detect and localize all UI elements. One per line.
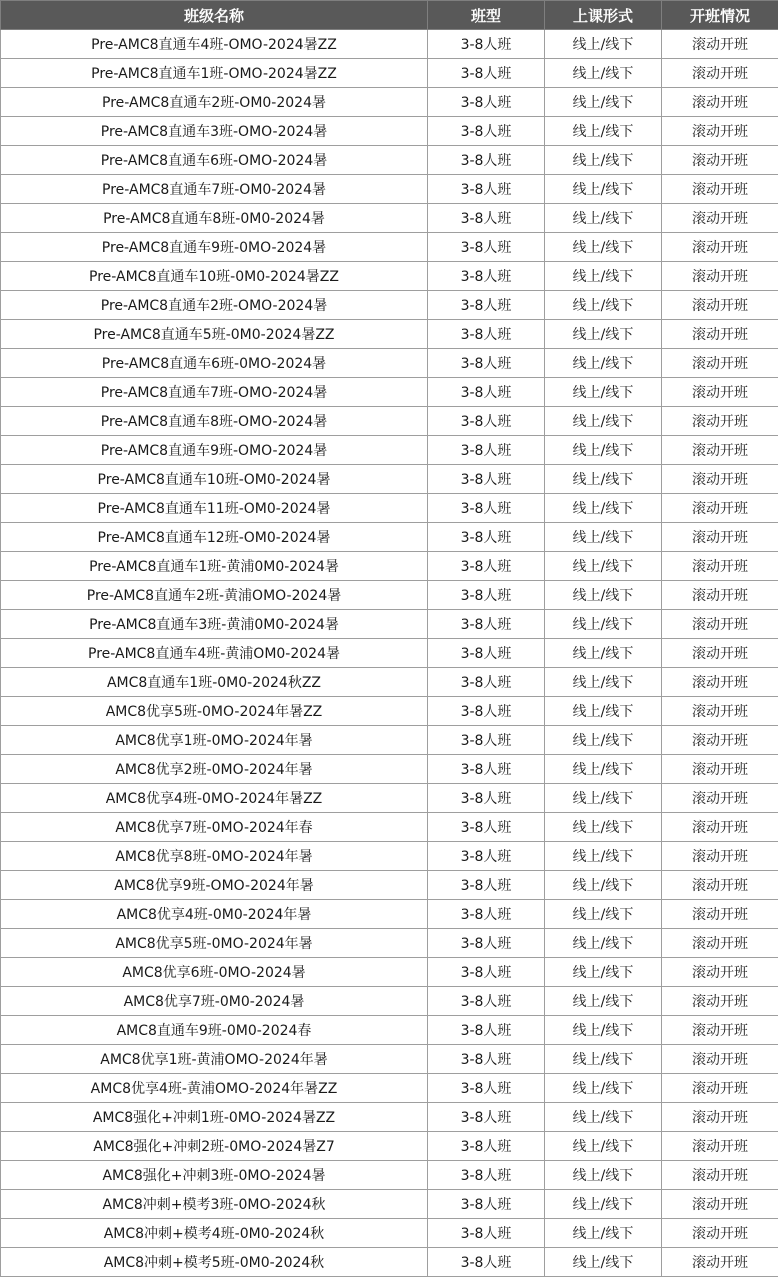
cell-class-name: AMC8优享4班-0M0-2024年暑 <box>1 900 428 929</box>
table-row <box>1 378 778 407</box>
cell-class-type: 3-8人班 <box>428 755 545 784</box>
cell-class-mode: 线上/线下 <box>545 581 662 610</box>
cell-class-type: 3-8人班 <box>428 30 545 59</box>
cell-class-type: 3-8人班 <box>428 1103 545 1132</box>
table-row <box>1 320 778 349</box>
cell-class-status: 滚动开班 <box>662 1190 778 1219</box>
cell-class-name: AMC8强化+冲刺3班-0MO-2024暑 <box>1 1161 428 1190</box>
cell-class-status: 滚动开班 <box>662 958 778 987</box>
table-row <box>1 146 778 175</box>
cell-class-name: AMC8优享8班-0MO-2024年暑 <box>1 842 428 871</box>
cell-class-mode: 线上/线下 <box>545 639 662 668</box>
cell-class-status: 滚动开班 <box>662 1219 778 1248</box>
cell-class-name: AMC8优享1班-0MO-2024年暑 <box>1 726 428 755</box>
cell-class-mode: 线上/线下 <box>545 1161 662 1190</box>
cell-class-mode: 线上/线下 <box>545 320 662 349</box>
cell-class-type: 3-8人班 <box>428 668 545 697</box>
cell-class-mode: 线上/线下 <box>545 494 662 523</box>
table-row <box>1 668 778 697</box>
cell-class-type: 3-8人班 <box>428 1161 545 1190</box>
cell-class-mode: 线上/线下 <box>545 30 662 59</box>
cell-class-mode: 线上/线下 <box>545 88 662 117</box>
table-row <box>1 349 778 378</box>
table-row <box>1 697 778 726</box>
cell-class-mode: 线上/线下 <box>545 291 662 320</box>
cell-class-status: 滚动开班 <box>662 581 778 610</box>
cell-class-status: 滚动开班 <box>662 929 778 958</box>
cell-class-status: 滚动开班 <box>662 320 778 349</box>
cell-class-name: AMC8优享2班-0MO-2024年暑 <box>1 755 428 784</box>
cell-class-name: Pre-AMC8直通车7班-OMO-2024暑 <box>1 378 428 407</box>
cell-class-status: 滚动开班 <box>662 842 778 871</box>
cell-class-status: 滚动开班 <box>662 1016 778 1045</box>
cell-class-mode: 线上/线下 <box>545 262 662 291</box>
cell-class-status: 滚动开班 <box>662 1074 778 1103</box>
cell-class-mode: 线上/线下 <box>545 813 662 842</box>
cell-class-mode: 线上/线下 <box>545 871 662 900</box>
table-row <box>1 233 778 262</box>
cell-class-type: 3-8人班 <box>428 552 545 581</box>
table-row <box>1 842 778 871</box>
cell-class-type: 3-8人班 <box>428 523 545 552</box>
cell-class-status: 滚动开班 <box>662 726 778 755</box>
cell-class-mode: 线上/线下 <box>545 987 662 1016</box>
cell-class-status: 滚动开班 <box>662 900 778 929</box>
cell-class-mode: 线上/线下 <box>545 523 662 552</box>
table-row <box>1 117 778 146</box>
table-row <box>1 204 778 233</box>
cell-class-status: 滚动开班 <box>662 436 778 465</box>
cell-class-type: 3-8人班 <box>428 842 545 871</box>
cell-class-name: Pre-AMC8直通车10班-OM0-2024暑 <box>1 465 428 494</box>
cell-class-name: AMC8优享1班-黄浦OMO-2024年暑 <box>1 1045 428 1074</box>
cell-class-status: 滚动开班 <box>662 1103 778 1132</box>
cell-class-type: 3-8人班 <box>428 1074 545 1103</box>
table-row <box>1 871 778 900</box>
cell-class-mode: 线上/线下 <box>545 378 662 407</box>
table-row <box>1 900 778 929</box>
cell-class-type: 3-8人班 <box>428 378 545 407</box>
cell-class-mode: 线上/线下 <box>545 1016 662 1045</box>
cell-class-status: 滚动开班 <box>662 117 778 146</box>
cell-class-type: 3-8人班 <box>428 929 545 958</box>
cell-class-type: 3-8人班 <box>428 813 545 842</box>
cell-class-status: 滚动开班 <box>662 88 778 117</box>
cell-class-mode: 线上/线下 <box>545 958 662 987</box>
cell-class-name: AMC8优享5班-0MO-2024年暑ZZ <box>1 697 428 726</box>
cell-class-type: 3-8人班 <box>428 1190 545 1219</box>
cell-class-status: 滚动开班 <box>662 639 778 668</box>
header-row <box>1 1 778 30</box>
cell-class-name: AMC8优享7班-0M0-2024暑 <box>1 987 428 1016</box>
cell-class-type: 3-8人班 <box>428 900 545 929</box>
cell-class-name: Pre-AMC8直通车7班-OM0-2024暑 <box>1 175 428 204</box>
cell-class-name: Pre-AMC8直通车3班-OMO-2024暑 <box>1 117 428 146</box>
cell-class-status: 滚动开班 <box>662 784 778 813</box>
cell-class-mode: 线上/线下 <box>545 552 662 581</box>
table-header <box>1 1 778 30</box>
cell-class-type: 3-8人班 <box>428 1016 545 1045</box>
cell-class-name: Pre-AMC8直通车1班-OMO-2024暑ZZ <box>1 59 428 88</box>
cell-class-name: Pre-AMC8直通车12班-OM0-2024暑 <box>1 523 428 552</box>
table-row <box>1 1161 778 1190</box>
table-row <box>1 494 778 523</box>
cell-class-name: Pre-AMC8直通车10班-0M0-2024暑ZZ <box>1 262 428 291</box>
cell-class-mode: 线上/线下 <box>545 900 662 929</box>
cell-class-status: 滚动开班 <box>662 349 778 378</box>
cell-class-mode: 线上/线下 <box>545 784 662 813</box>
cell-class-type: 3-8人班 <box>428 1045 545 1074</box>
cell-class-name: Pre-AMC8直通车1班-黄浦0M0-2024暑 <box>1 552 428 581</box>
cell-class-name: AMC8冲刺+模考3班-0MO-2024秋 <box>1 1190 428 1219</box>
cell-class-mode: 线上/线下 <box>545 59 662 88</box>
header-class-mode: 上课形式 <box>545 1 662 30</box>
cell-class-mode: 线上/线下 <box>545 755 662 784</box>
cell-class-type: 3-8人班 <box>428 784 545 813</box>
cell-class-mode: 线上/线下 <box>545 842 662 871</box>
cell-class-status: 滚动开班 <box>662 465 778 494</box>
cell-class-type: 3-8人班 <box>428 697 545 726</box>
table-row <box>1 726 778 755</box>
cell-class-mode: 线上/线下 <box>545 929 662 958</box>
cell-class-type: 3-8人班 <box>428 581 545 610</box>
cell-class-status: 滚动开班 <box>662 291 778 320</box>
cell-class-type: 3-8人班 <box>428 291 545 320</box>
table-row <box>1 88 778 117</box>
cell-class-type: 3-8人班 <box>428 320 545 349</box>
table-row <box>1 813 778 842</box>
cell-class-name: AMC8冲刺+模考4班-0M0-2024秋 <box>1 1219 428 1248</box>
cell-class-mode: 线上/线下 <box>545 1219 662 1248</box>
table-row <box>1 262 778 291</box>
cell-class-mode: 线上/线下 <box>545 1132 662 1161</box>
cell-class-name: Pre-AMC8直通车5班-0M0-2024暑ZZ <box>1 320 428 349</box>
table-row <box>1 1103 778 1132</box>
header-class-name: 班级名称 <box>1 1 428 30</box>
cell-class-type: 3-8人班 <box>428 204 545 233</box>
cell-class-status: 滚动开班 <box>662 204 778 233</box>
cell-class-type: 3-8人班 <box>428 465 545 494</box>
cell-class-name: AMC8优享6班-0MO-2024暑 <box>1 958 428 987</box>
cell-class-type: 3-8人班 <box>428 871 545 900</box>
table-row <box>1 755 778 784</box>
cell-class-name: Pre-AMC8直通车8班-OMO-2024暑 <box>1 407 428 436</box>
cell-class-type: 3-8人班 <box>428 349 545 378</box>
cell-class-mode: 线上/线下 <box>545 1045 662 1074</box>
table-row <box>1 1074 778 1103</box>
cell-class-name: AMC8优享7班-0MO-2024年春 <box>1 813 428 842</box>
table-row <box>1 1132 778 1161</box>
cell-class-status: 滚动开班 <box>662 378 778 407</box>
table-body <box>1 30 778 1277</box>
cell-class-name: Pre-AMC8直通车9班-0MO-2024暑 <box>1 233 428 262</box>
cell-class-name: Pre-AMC8直通车9班-OMO-2024暑 <box>1 436 428 465</box>
cell-class-status: 滚动开班 <box>662 523 778 552</box>
table-row <box>1 175 778 204</box>
cell-class-status: 滚动开班 <box>662 1161 778 1190</box>
cell-class-status: 滚动开班 <box>662 813 778 842</box>
cell-class-name: Pre-AMC8直通车8班-0M0-2024暑 <box>1 204 428 233</box>
cell-class-mode: 线上/线下 <box>545 146 662 175</box>
table-row <box>1 59 778 88</box>
cell-class-mode: 线上/线下 <box>545 1074 662 1103</box>
table-row <box>1 1016 778 1045</box>
cell-class-name: AMC8直通车1班-0M0-2024秋ZZ <box>1 668 428 697</box>
table-row <box>1 523 778 552</box>
cell-class-type: 3-8人班 <box>428 262 545 291</box>
cell-class-status: 滚动开班 <box>662 175 778 204</box>
table-row <box>1 30 778 59</box>
cell-class-type: 3-8人班 <box>428 958 545 987</box>
cell-class-status: 滚动开班 <box>662 755 778 784</box>
cell-class-mode: 线上/线下 <box>545 175 662 204</box>
cell-class-status: 滚动开班 <box>662 697 778 726</box>
table-row <box>1 1190 778 1219</box>
table-row <box>1 610 778 639</box>
cell-class-mode: 线上/线下 <box>545 1248 662 1277</box>
cell-class-status: 滚动开班 <box>662 552 778 581</box>
table-row <box>1 929 778 958</box>
cell-class-status: 滚动开班 <box>662 59 778 88</box>
cell-class-name: Pre-AMC8直通车11班-OM0-2024暑 <box>1 494 428 523</box>
cell-class-name: AMC8冲刺+模考5班-0M0-2024秋 <box>1 1248 428 1277</box>
cell-class-status: 滚动开班 <box>662 610 778 639</box>
header-class-status: 开班情况 <box>662 1 778 30</box>
table-row <box>1 958 778 987</box>
cell-class-status: 滚动开班 <box>662 1045 778 1074</box>
table-row <box>1 291 778 320</box>
cell-class-type: 3-8人班 <box>428 407 545 436</box>
cell-class-name: AMC8直通车9班-0M0-2024春 <box>1 1016 428 1045</box>
cell-class-mode: 线上/线下 <box>545 610 662 639</box>
table-row <box>1 465 778 494</box>
cell-class-type: 3-8人班 <box>428 88 545 117</box>
cell-class-name: Pre-AMC8直通车6班-0MO-2024暑 <box>1 349 428 378</box>
cell-class-mode: 线上/线下 <box>545 668 662 697</box>
cell-class-name: Pre-AMC8直通车6班-OMO-2024暑 <box>1 146 428 175</box>
cell-class-name: Pre-AMC8直通车4班-OMO-2024暑ZZ <box>1 30 428 59</box>
cell-class-type: 3-8人班 <box>428 639 545 668</box>
cell-class-type: 3-8人班 <box>428 726 545 755</box>
cell-class-mode: 线上/线下 <box>545 349 662 378</box>
cell-class-type: 3-8人班 <box>428 1132 545 1161</box>
cell-class-name: AMC8优享5班-0MO-2024年暑 <box>1 929 428 958</box>
cell-class-type: 3-8人班 <box>428 494 545 523</box>
cell-class-mode: 线上/线下 <box>545 465 662 494</box>
cell-class-status: 滚动开班 <box>662 1248 778 1277</box>
cell-class-status: 滚动开班 <box>662 987 778 1016</box>
cell-class-status: 滚动开班 <box>662 1132 778 1161</box>
table-row <box>1 784 778 813</box>
table-row <box>1 639 778 668</box>
cell-class-status: 滚动开班 <box>662 233 778 262</box>
cell-class-mode: 线上/线下 <box>545 233 662 262</box>
cell-class-name: Pre-AMC8直通车2班-黄浦OMO-2024暑 <box>1 581 428 610</box>
cell-class-status: 滚动开班 <box>662 146 778 175</box>
cell-class-status: 滚动开班 <box>662 668 778 697</box>
cell-class-mode: 线上/线下 <box>545 117 662 146</box>
cell-class-name: AMC8强化+冲刺2班-0MO-2024暑Z7 <box>1 1132 428 1161</box>
cell-class-type: 3-8人班 <box>428 436 545 465</box>
cell-class-status: 滚动开班 <box>662 30 778 59</box>
cell-class-name: AMC8优享4班-黄浦OMO-2024年暑ZZ <box>1 1074 428 1103</box>
cell-class-status: 滚动开班 <box>662 407 778 436</box>
cell-class-name: Pre-AMC8直通车4班-黄浦OM0-2024暑 <box>1 639 428 668</box>
table-row <box>1 552 778 581</box>
cell-class-name: AMC8优享4班-0MO-2024年暑ZZ <box>1 784 428 813</box>
table-row <box>1 1045 778 1074</box>
table-row <box>1 987 778 1016</box>
cell-class-mode: 线上/线下 <box>545 436 662 465</box>
cell-class-type: 3-8人班 <box>428 233 545 262</box>
cell-class-type: 3-8人班 <box>428 610 545 639</box>
cell-class-type: 3-8人班 <box>428 146 545 175</box>
cell-class-name: Pre-AMC8直通车2班-OMO-2024暑 <box>1 291 428 320</box>
cell-class-mode: 线上/线下 <box>545 407 662 436</box>
table-row <box>1 581 778 610</box>
cell-class-status: 滚动开班 <box>662 494 778 523</box>
cell-class-name: Pre-AMC8直通车2班-OM0-2024暑 <box>1 88 428 117</box>
cell-class-type: 3-8人班 <box>428 175 545 204</box>
cell-class-mode: 线上/线下 <box>545 204 662 233</box>
table-row <box>1 1248 778 1277</box>
cell-class-name: Pre-AMC8直通车3班-黄浦0M0-2024暑 <box>1 610 428 639</box>
cell-class-type: 3-8人班 <box>428 1219 545 1248</box>
cell-class-type: 3-8人班 <box>428 1248 545 1277</box>
cell-class-type: 3-8人班 <box>428 987 545 1016</box>
cell-class-status: 滚动开班 <box>662 871 778 900</box>
cell-class-mode: 线上/线下 <box>545 726 662 755</box>
header-class-type: 班型 <box>428 1 545 30</box>
cell-class-status: 滚动开班 <box>662 262 778 291</box>
table-row <box>1 1219 778 1248</box>
table-row <box>1 436 778 465</box>
cell-class-type: 3-8人班 <box>428 59 545 88</box>
cell-class-name: AMC8强化+冲刺1班-0MO-2024暑ZZ <box>1 1103 428 1132</box>
cell-class-mode: 线上/线下 <box>545 1103 662 1132</box>
cell-class-type: 3-8人班 <box>428 117 545 146</box>
cell-class-mode: 线上/线下 <box>545 697 662 726</box>
cell-class-name: AMC8优享9班-OMO-2024年暑 <box>1 871 428 900</box>
cell-class-mode: 线上/线下 <box>545 1190 662 1219</box>
table-row <box>1 407 778 436</box>
